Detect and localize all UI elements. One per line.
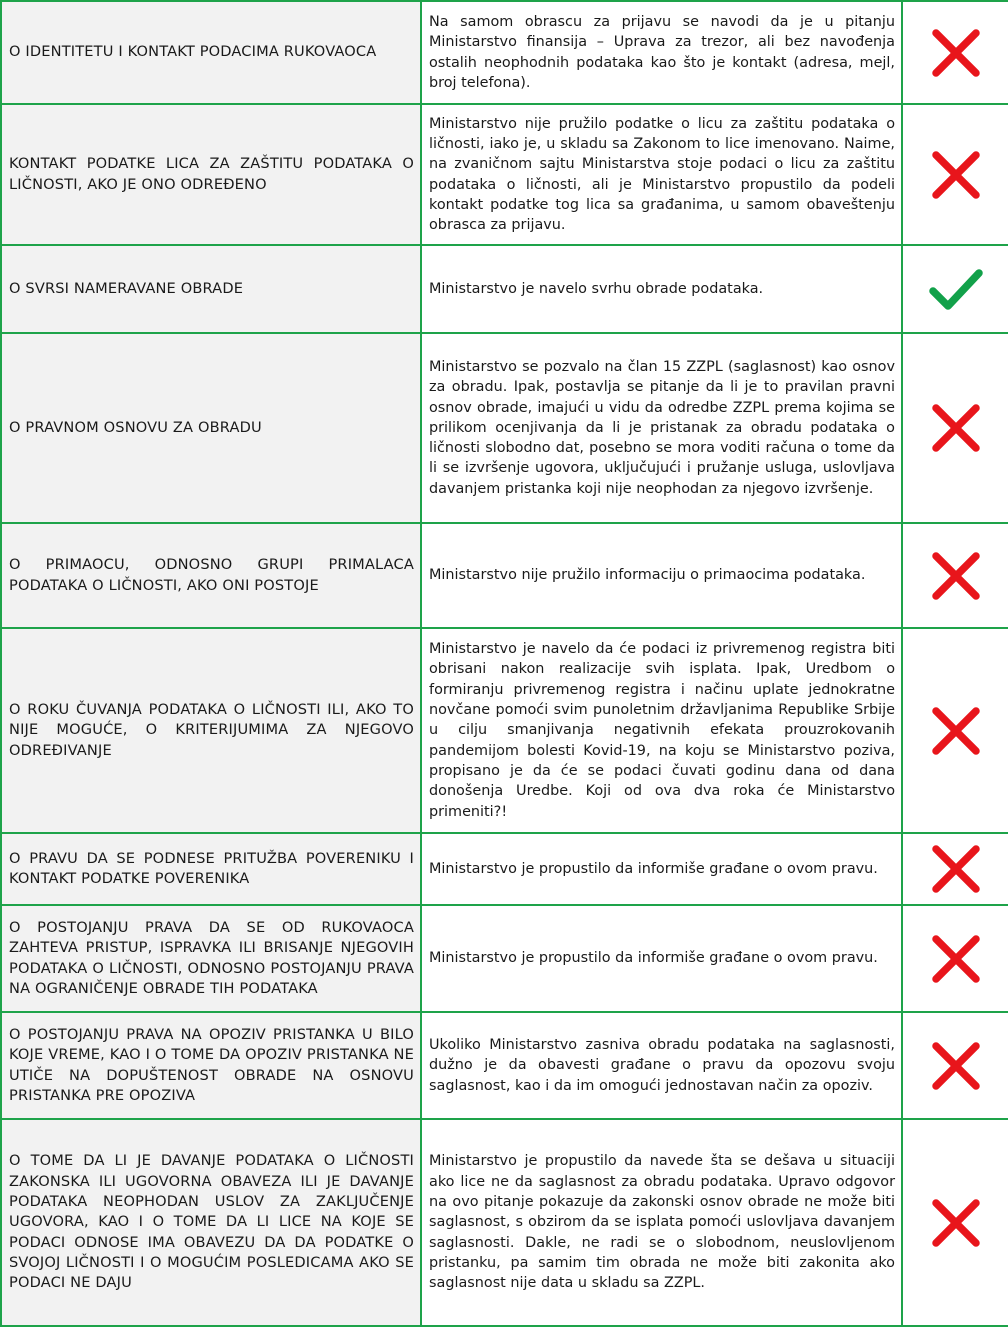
cross-icon (928, 931, 984, 987)
cross-icon (928, 147, 984, 203)
status-cell (902, 333, 1008, 523)
requirement-cell: O SVRSI NAMERAVANE OBRADE (1, 245, 421, 333)
check-icon (928, 261, 984, 317)
table-row (1, 628, 1008, 833)
status-cell (902, 1, 1008, 104)
assessment-cell: Ukoliko Ministarstvo zasniva obradu podataka na saglasnosti, dužno je da obavesti građane o pravu da opozovu svoju saglasnost, kao i da im omogući jednostavan način za opoziv. (421, 1012, 902, 1119)
requirement-cell: O TOME DA LI JE DAVANJE PODATAKA O LIČNOSTI ZAKONSKA ILI UGOVORNA OBAVEZA ILI JE DAVANJE PODATAKA NEOPHODAN USLOV ZA ZAKLJUČENJE UGOVORA, KAO I O TOME DA LI LICE NA KOJE SE PODACI ODNOSE IMA OBAVEZU DA DA PODATKE O SVOJOJ LIČNOSTI I O MOGUĆIM POSLEDICAMA AKO SE PODACI NE DAJU (1, 1119, 421, 1326)
cross-icon (928, 703, 984, 759)
table-row (1, 1012, 1008, 1119)
assessment-cell: Ministarstvo se pozvalo na član 15 ZZPL (saglasnost) kao osnov za obradu. Ipak, postavlja se pitanje da li je to pravilan pravni osnov obrade, imajući u vidu da odredbe ZZPL prema kojima se prilikom ocenjivanja da li je pristanak za obradu podataka o ličnosti slobodno dat, posebno se mora voditi računa o tome da li se izvršenje ugovora, uključujući i pružanje usluga, uslovljava davanjem pristanka koji nije neophodan za njegovo izvršenje. (421, 333, 902, 523)
table-row (1, 1, 1008, 104)
cross-icon (928, 400, 984, 456)
status-cell (902, 1119, 1008, 1326)
requirement-cell: KONTAKT PODATKE LICA ZA ZAŠTITU PODATAKA O LIČNOSTI, AKO JE ONO ODREĐENO (1, 104, 421, 245)
status-cell (902, 628, 1008, 833)
assessment-cell: Ministarstvo je propustilo da informiše građane o ovom pravu. (421, 905, 902, 1012)
table-row (1, 245, 1008, 333)
requirement-cell: O POSTOJANJU PRAVA DA SE OD RUKOVAOCA ZAHTEVA PRISTUP, ISPRAVKA ILI BRISANJE NJEGOVIH PODATAKA O LIČNOSTI, ODNOSNO POSTOJANJU PRAVA NA OGRANIČENJE OBRADE TIH PODATAKA (1, 905, 421, 1012)
assessment-cell: Ministarstvo je propustilo da navede šta se dešava u situaciji ako lice ne da saglasnost za obradu podataka. Upravo odgovor na ovo pitanje pokazuje da zakonski osnov obrade ne može biti saglasnost, s obzirom da se isplata pomoći uslovljava davanjem saglasnosti. Dakle, ne radi se o slobodnom, neuslovljenom pristanku, pa samim tim obrada ne može biti zakonita ako saglasnost nije data u skladu sa ZZPL. (421, 1119, 902, 1326)
cross-icon (928, 841, 984, 897)
requirement-cell: O IDENTITETU I KONTAKT PODACIMA RUKOVAOCA (1, 1, 421, 104)
assessment-cell: Ministarstvo je propustilo da informiše građane o ovom pravu. (421, 833, 902, 905)
cross-icon (928, 1195, 984, 1251)
requirement-cell: O POSTOJANJU PRAVA NA OPOZIV PRISTANKA U BILO KOJE VREME, KAO I O TOME DA OPOZIV PRISTANKA NE UTIČE NA DOPUŠTENOST OBRADE NA OSNOVU PRISTANKA PRE OPOZIVA (1, 1012, 421, 1119)
assessment-cell: Ministarstvo nije pružilo informaciju o primaocima podataka. (421, 523, 902, 628)
requirement-cell: O PRAVNOM OSNOVU ZA OBRADU (1, 333, 421, 523)
requirement-cell: O PRIMAOCU, ODNOSNO GRUPI PRIMALACA PODATAKA O LIČNOSTI, AKO ONI POSTOJE (1, 523, 421, 628)
status-cell (902, 523, 1008, 628)
table-row (1, 833, 1008, 905)
status-cell (902, 905, 1008, 1012)
table-row (1, 905, 1008, 1012)
assessment-cell: Ministarstvo je navelo da će podaci iz privremenog registra biti obrisani nakon realizacije svih isplata. Ipak, Uredbom o formiranju privremenog registra i načinu uplate jednokratne novčane pomoći svim punoletnim državljanima Republike Srbije u cilju smanjivanja negativnih efekata prouzrokovanih pandemijom bolesti Kovid-19, na koju se Ministarstvo poziva, propisano je da će se podaci čuvati godinu dana od dana donošenja Uredbe. Koji od ova dva roka će Ministarstvo primeniti?! (421, 628, 902, 833)
status-cell (902, 833, 1008, 905)
status-cell (902, 1012, 1008, 1119)
table-row (1, 523, 1008, 628)
cross-icon (928, 548, 984, 604)
assessment-cell: Na samom obrascu za prijavu se navodi da je u pitanju Ministarstvo finansija – Uprava za trezor, ali bez navođenja ostalih neophodnih podataka kao što je kontakt (adresa, mejl, broj telefona). (421, 1, 902, 104)
cross-icon (928, 1038, 984, 1094)
requirement-cell: O ROKU ČUVANJA PODATAKA O LIČNOSTI ILI, AKO TO NIJE MOGUĆE, O KRITERIJUMIMA ZA NJEGOVO ODREĐIVANJE (1, 628, 421, 833)
assessment-cell: Ministarstvo nije pružilo podatke o licu za zaštitu podataka o ličnosti, iako je, u skladu sa Zakonom to lice imenovano. Naime, na zvaničnom sajtu Ministarstva stoje podaci o licu za zaštitu podataka o ličnosti, ali je Ministarstvo propustilo da podeli kontakt podatke tog lica sa građanima, u samom obaveštenju obrasca za prijavu. (421, 104, 902, 245)
table-row (1, 333, 1008, 523)
requirement-cell: O PRAVU DA SE PODNESE PRITUŽBA POVERENIKU I KONTAKT PODATKE POVERENIKA (1, 833, 421, 905)
status-cell (902, 104, 1008, 245)
table-row (1, 104, 1008, 245)
assessment-cell: Ministarstvo je navelo svrhu obrade podataka. (421, 245, 902, 333)
status-cell (902, 245, 1008, 333)
cross-icon (928, 25, 984, 81)
table-row (1, 1119, 1008, 1326)
